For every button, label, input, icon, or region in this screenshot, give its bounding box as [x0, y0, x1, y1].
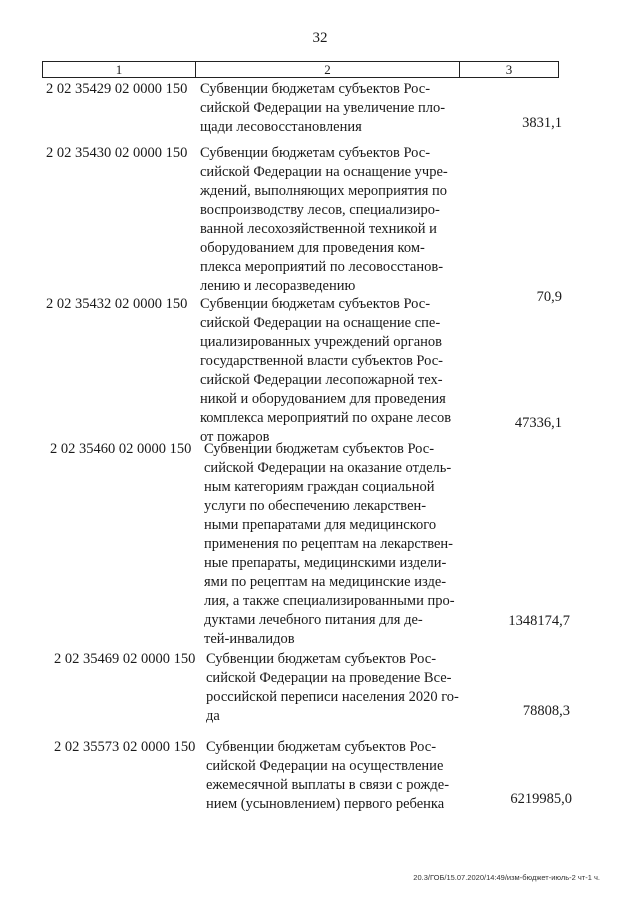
column-header-table — [42, 61, 559, 78]
budget-code: 2 02 35469 02 0000 150 — [54, 651, 196, 667]
page-number: 32 — [312, 30, 328, 46]
budget-description: Субвенции бюджетам субъектов Рос- сийской Федерации на оснащение учре- ждений, выполняющих мероприятия по воспроизводству лесов, специализиро- ванной лесохозяйственной техникой и оборудованием для проведения ком- плекса мероприятий по лесовосстанов- лению и лесоразведению — [200, 145, 448, 294]
budget-description: Субвенции бюджетам субъектов Рос- сийской Федерации на осуществление ежемесячной выплаты в связи с рожде- нием (усыновлением) первого ребенка — [206, 739, 450, 812]
budget-description: Субвенции бюджетам субъектов Рос- сийской Федерации на проведение Все- российской переписи населения 2020 го- да — [206, 651, 459, 724]
budget-description: Субвенции бюджетам субъектов Рос- сийской Федерации на увеличение пло- щади лесовосстановления — [200, 81, 446, 135]
budget-description: Субвенции бюджетам субъектов Рос- сийской Федерации на оказание отдель- ным категориям граждан социальной услуги по обеспечению лекарствен- ными препаратами для медицинского применения по рецептам на лекарствен- ные препараты, медицинскими издели- ями по рецептам на медицинские изде- лия, а также специализированными про- дуктами лечебного питания для де- тей-инвалидов — [204, 441, 455, 647]
budget-code: 2 02 35460 02 0000 150 — [50, 441, 192, 457]
budget-amount: 47336,1 — [514, 415, 562, 431]
budget-amount: 1348174,7 — [508, 613, 570, 629]
column-header-1: 1 — [43, 62, 196, 78]
budget-code: 2 02 35432 02 0000 150 — [46, 296, 188, 312]
column-header-2: 2 — [196, 62, 460, 78]
column-header-3: 3 — [460, 62, 559, 78]
budget-code: 2 02 35429 02 0000 150 — [46, 81, 188, 97]
budget-amount: 6219985,0 — [510, 791, 572, 807]
budget-amount: 3831,1 — [522, 115, 562, 131]
budget-code: 2 02 35573 02 0000 150 — [54, 739, 196, 755]
budget-code: 2 02 35430 02 0000 150 — [46, 145, 188, 161]
budget-description: Субвенции бюджетам субъектов Рос- сийской Федерации на оснащение спе- циализированных учреждений органов государственной власти субъектов Рос- сийской Федерации лесопожарной тех- никой и оборудованием для проведения комплекса мероприятий по охране лесов от пожаров — [200, 296, 452, 445]
document-footer: 20.3/ГОБ/15.07.2020/14:49/изм-бюджет-июль-2 чт-1 ч. — [413, 873, 600, 882]
budget-amount: 78808,3 — [522, 703, 570, 719]
budget-amount: 70,9 — [536, 289, 562, 305]
